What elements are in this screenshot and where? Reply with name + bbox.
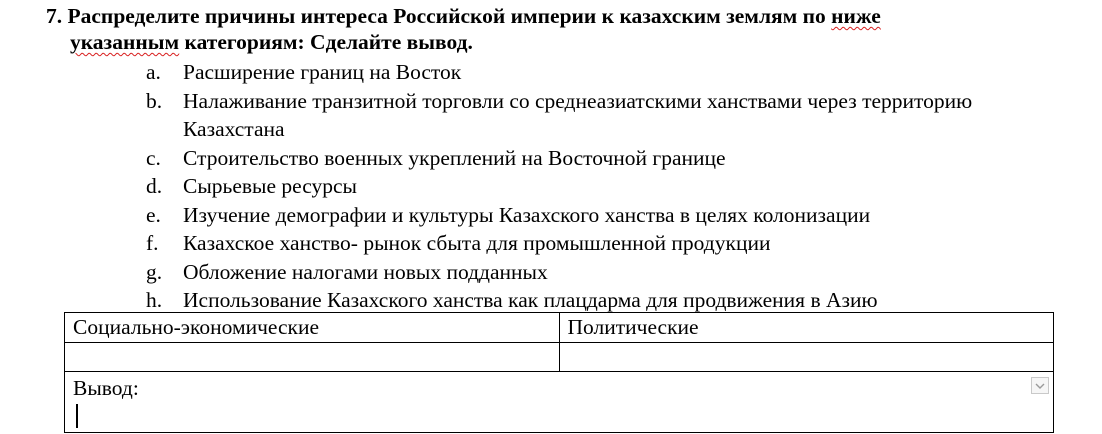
question-text: категориям: Сделайте вывод. (179, 30, 473, 54)
table-header-socio-economic[interactable]: Социально-экономические (65, 313, 560, 343)
table-header-political[interactable]: Политические (559, 313, 1054, 343)
list-item (146, 258, 1046, 287)
socio-economic-answer-cell[interactable] (65, 343, 560, 372)
list-item-text: Налаживание транзитной торговли со среднеазиатскими ханствами через территорию Казахстана (183, 88, 973, 141)
list-item-text: Изучение демографии и культуры Казахского ханства в целях колонизации (183, 202, 871, 227)
content-control-dropdown-button[interactable] (1031, 377, 1049, 394)
list-marker: g. (146, 259, 163, 284)
answer-table (64, 312, 1054, 433)
text-cursor (76, 404, 78, 428)
list-item (146, 144, 1046, 173)
table-row (65, 343, 1054, 372)
question-line-1 (46, 3, 1086, 29)
list-item-text: Казахское ханство- рынок сбыта для промышленной продукции (183, 231, 771, 255)
spellcheck-flagged-word[interactable]: указанным (70, 30, 180, 54)
list-item (146, 58, 1046, 87)
list-item (146, 87, 1046, 144)
list-item-text: Сырьевые ресурсы (183, 174, 357, 198)
spellcheck-flagged-word[interactable]: ниже (831, 4, 881, 28)
answer-table-container (64, 312, 1054, 433)
political-answer-cell[interactable] (559, 343, 1054, 372)
list-item-text: Строительство военных укреплений на Восточной границе (183, 145, 726, 170)
question-line-2 (46, 29, 1086, 55)
question-text: 7. Распределите причины интереса Российской империи к казахским землям по (46, 4, 832, 28)
list-marker: f. (146, 231, 159, 255)
list-item (146, 229, 1046, 258)
list-marker: a. (146, 60, 161, 84)
list-marker: h. (146, 288, 163, 312)
conclusion-row (65, 372, 1054, 433)
list-item-text: Использование Казахского ханства как плацдарма для продвижения в Азию (183, 288, 878, 312)
list-marker: b. (146, 88, 163, 113)
list-marker: e. (146, 202, 161, 227)
options-list (146, 58, 1046, 315)
list-item (146, 172, 1046, 201)
list-item (146, 201, 1046, 230)
question-heading (46, 3, 1086, 55)
table-header-row (65, 313, 1054, 343)
list-item-text: Расширение границ на Восток (183, 60, 462, 84)
conclusion-label: Вывод: (73, 376, 139, 400)
list-marker: d. (146, 174, 163, 198)
conclusion-cell[interactable] (65, 372, 1054, 433)
list-marker: c. (146, 145, 161, 170)
list-item-text: Обложение налогами новых подданных (183, 259, 548, 284)
chevron-down-icon (1032, 378, 1048, 393)
list-item (146, 286, 1046, 315)
